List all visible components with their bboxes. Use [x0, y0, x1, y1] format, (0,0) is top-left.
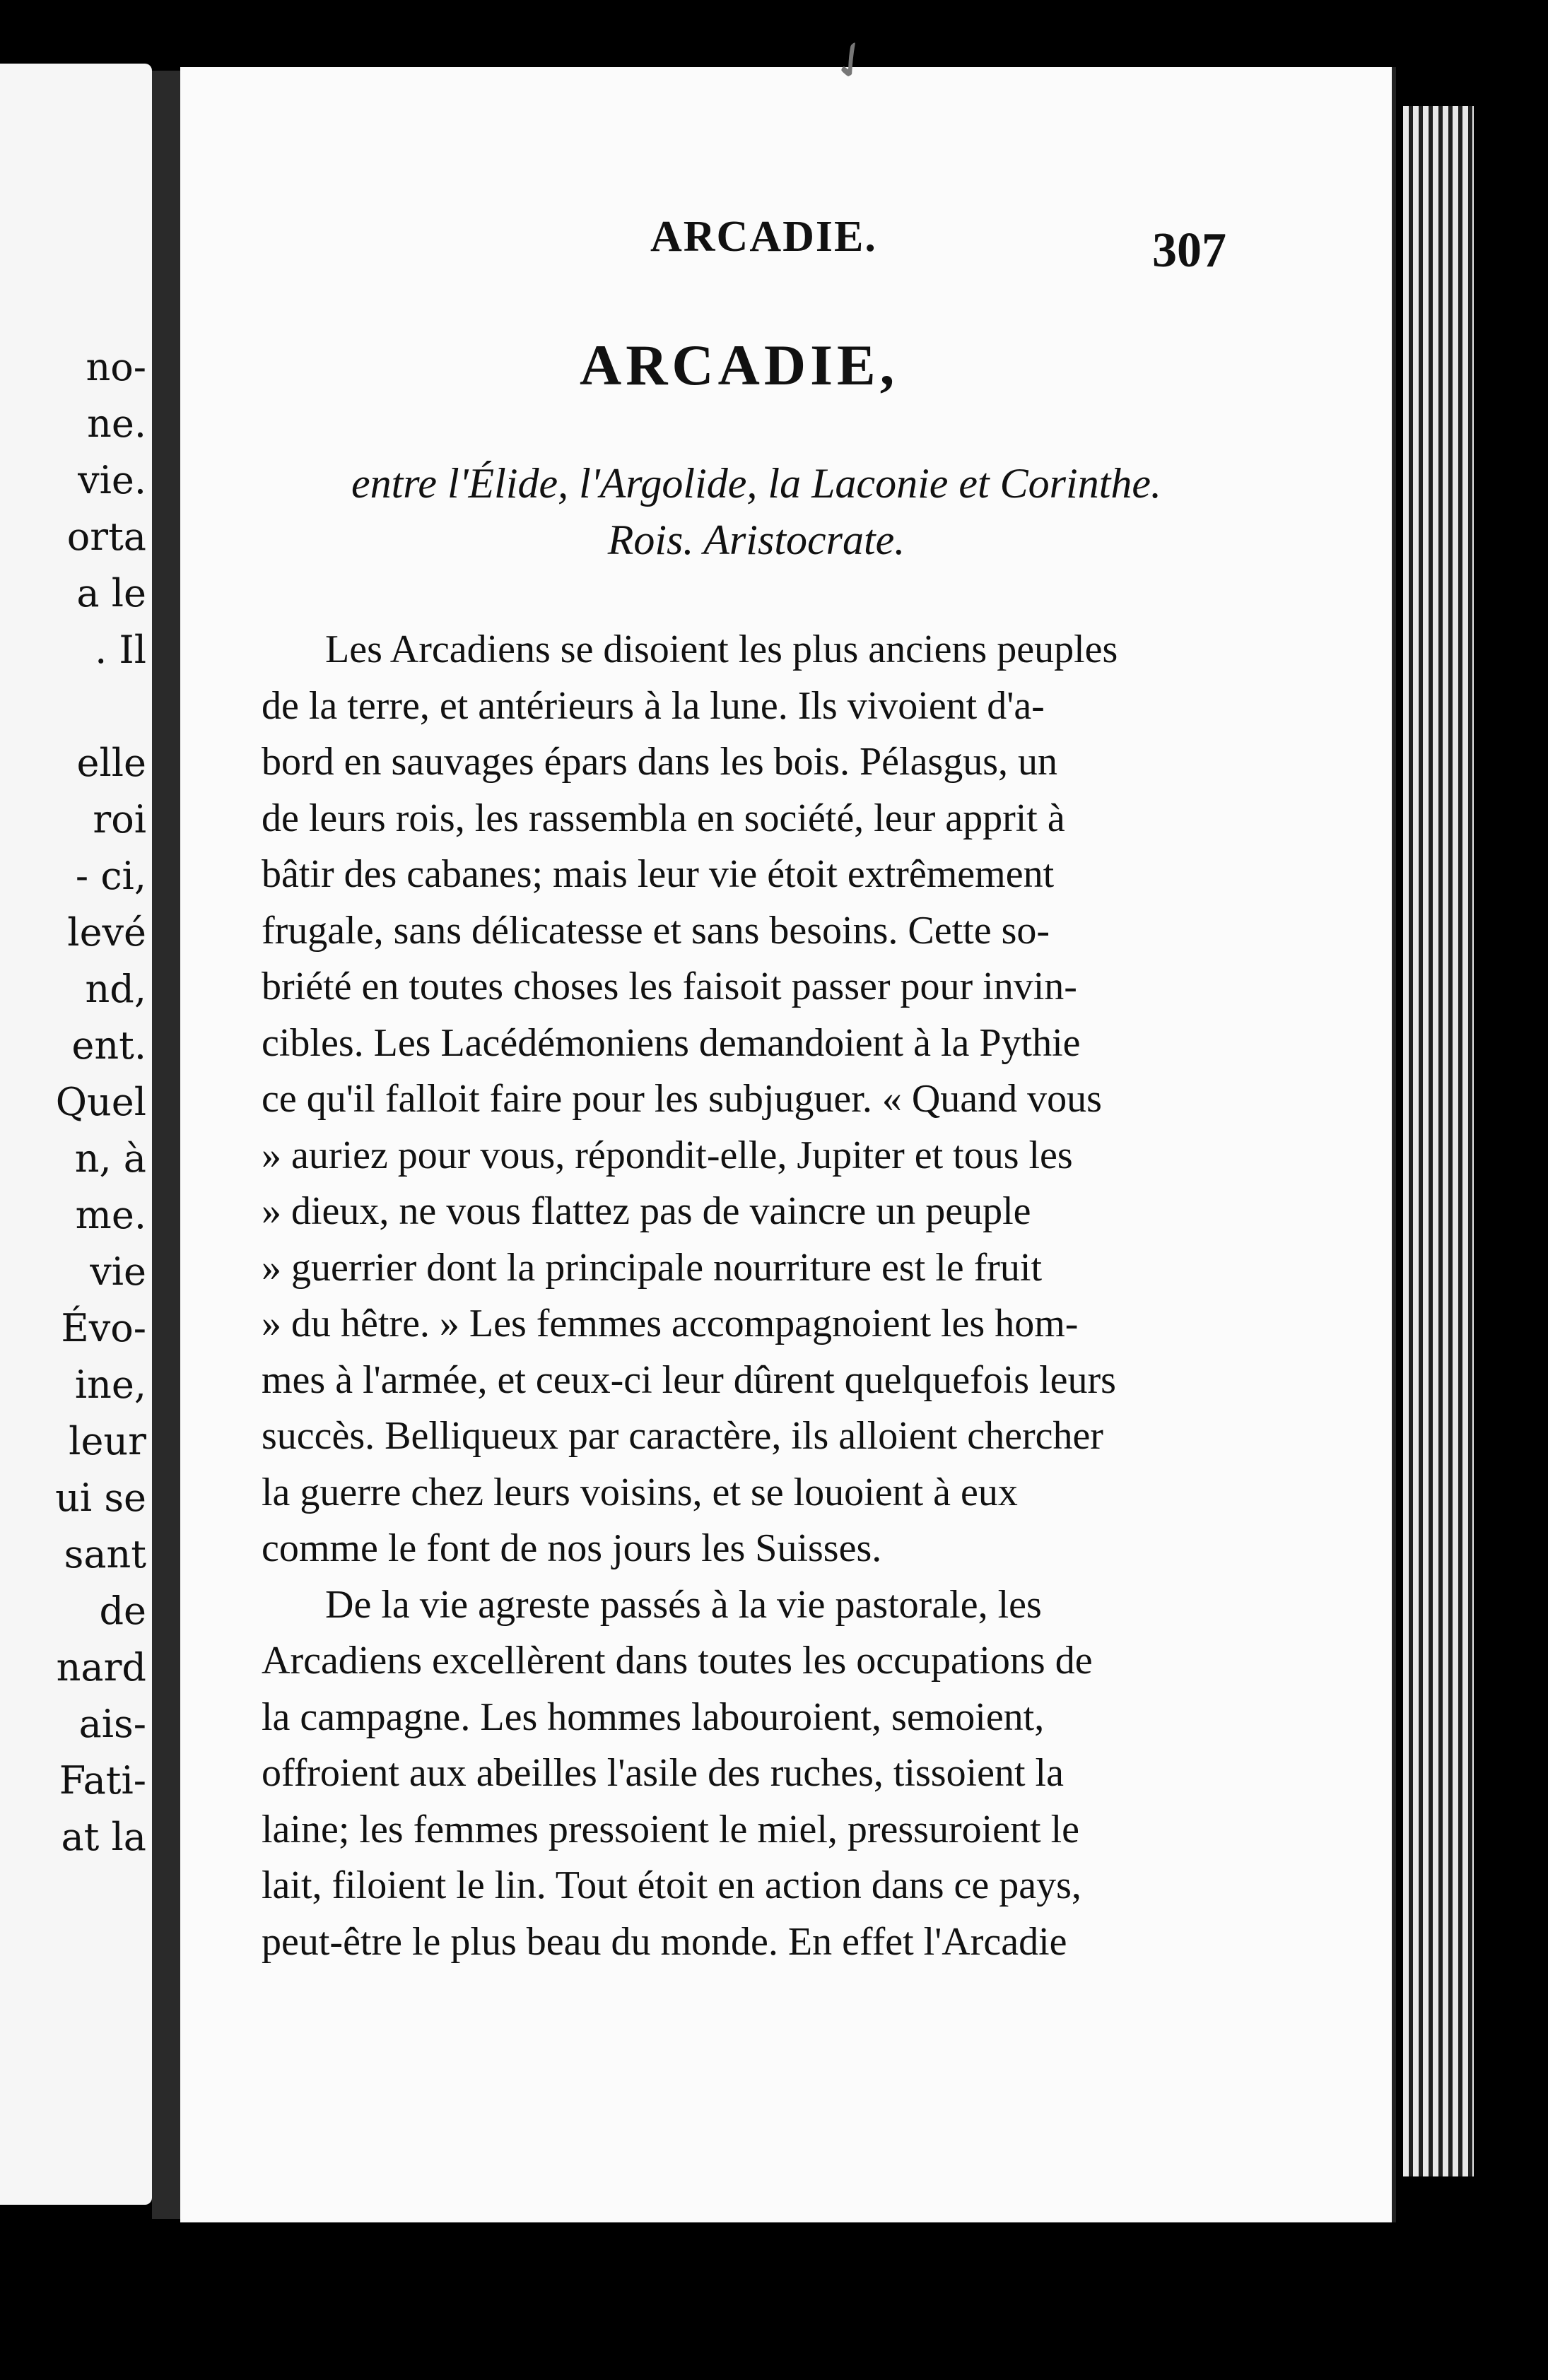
previous-page-fragment: Évo- [61, 1306, 146, 1350]
previous-page-fragment: nd, [85, 967, 146, 1011]
previous-page-fragment: Quel [55, 1080, 146, 1124]
previous-page-fragment: elle [76, 741, 146, 785]
text-line: lait, filoient le lin. Tout étoit en action dans ce pays, [262, 1863, 1081, 1907]
text-line: laine; les femmes pressoient le miel, pressuroient le [262, 1807, 1079, 1851]
previous-page-text [5, 339, 146, 1866]
previous-page-fragment: at la [61, 1815, 146, 1859]
text-line: bâtir des cabanes; mais leur vie étoit extrêmement [262, 852, 1055, 896]
running-head: ARCADIE. [650, 213, 877, 261]
previous-page-fragment: me. [75, 1193, 146, 1237]
text-line: mes à l'armée, et ceux-ci leur dûrent quelquefois leurs [262, 1357, 1116, 1402]
previous-page-fragment: - ci, [75, 854, 146, 898]
previous-page-fragment: vie [90, 1249, 146, 1294]
previous-page-fragment: ais- [78, 1702, 146, 1746]
previous-page-fragment: . Il [95, 628, 146, 672]
chapter-subtitle-2: Rois. Aristocrate. [607, 517, 905, 563]
text-line: De la vie agreste passés à la vie pastorale, les [325, 1582, 1042, 1627]
text-line: la campagne. Les hommes labouroient, semoient, [262, 1695, 1045, 1739]
pencil-check-mark: ✓ [819, 25, 884, 97]
book-gutter [152, 71, 180, 2219]
text-line: succès. Belliqueux par caractère, ils alloient chercher [262, 1414, 1103, 1458]
body-text [262, 622, 1237, 1970]
previous-page-fragment: nard [56, 1645, 146, 1690]
previous-page-fragment: ent. [71, 1023, 146, 1068]
previous-page-fragment: sant [64, 1532, 146, 1577]
text-line: Les Arcadiens se disoient les plus anciens peuples [325, 628, 1118, 671]
previous-page-fragment: a le [76, 571, 146, 615]
previous-page-fragment: de [99, 1589, 146, 1633]
text-line: » dieux, ne vous flattez pas de vaincre un peuple [262, 1189, 1031, 1233]
text-line: » guerrier dont la principale nourriture est le fruit [262, 1245, 1043, 1290]
text-line: Arcadiens excellèrent dans toutes les occupations de [262, 1639, 1093, 1683]
page-number: 307 [1152, 223, 1226, 278]
chapter-subtitle: entre l'Élide, l'Argolide, la Laconie et Corinthe. [351, 460, 1162, 507]
text-line: la guerre chez leurs voisins, et se louoient à eux [262, 1470, 1018, 1514]
text-line: frugale, sans délicatesse et sans besoins. Cette so- [262, 908, 1050, 953]
text-line: comme le font de nos jours les Suisses. [262, 1526, 882, 1570]
text-line: peut-être le plus beau du monde. En effet l'Arcadie [262, 1919, 1067, 1964]
previous-page-fragment: orta [66, 514, 146, 559]
previous-page-fragment: ne. [87, 401, 146, 446]
text-line: ce qu'il falloit faire pour les subjuguer. « Quand vous [262, 1077, 1102, 1121]
text-line: de la terre, et antérieurs à la lune. Ils vivoient d'a- [262, 683, 1045, 728]
previous-page-fragment: leur [69, 1419, 146, 1463]
previous-page-fragment: n, à [74, 1136, 146, 1181]
page-edges [1403, 106, 1474, 2176]
text-line: cibles. Les Lacédémoniens demandoient à la Pythie [262, 1020, 1081, 1065]
previous-page-fragment [5, 678, 146, 735]
previous-page [0, 64, 152, 2205]
previous-page-fragment: ine, [74, 1362, 146, 1407]
previous-page-fragment: Fati- [59, 1758, 146, 1803]
text-line: bord en sauvages épars dans les bois. Pélasgus, un [262, 740, 1058, 784]
text-line: offroient aux abeilles l'asile des ruches, tissoient la [262, 1751, 1064, 1795]
previous-page-fragment: levé [67, 910, 146, 955]
chapter-title: ARCADIE, [580, 333, 899, 397]
previous-page-fragment: no- [86, 345, 146, 389]
text-line: briété en toutes choses les faisoit passer pour invin- [262, 965, 1077, 1008]
previous-page-fragment: vie. [78, 458, 146, 502]
previous-page-fragment: ui se [55, 1475, 146, 1520]
text-line: » du hêtre. » Les femmes accompagnoient les hom- [262, 1302, 1079, 1345]
text-line: » auriez pour vous, répondit-elle, Jupiter et tous les [262, 1133, 1073, 1177]
text-line: de leurs rois, les rassembla en société, leur apprit à [262, 796, 1065, 840]
previous-page-fragment: roi [93, 797, 146, 842]
